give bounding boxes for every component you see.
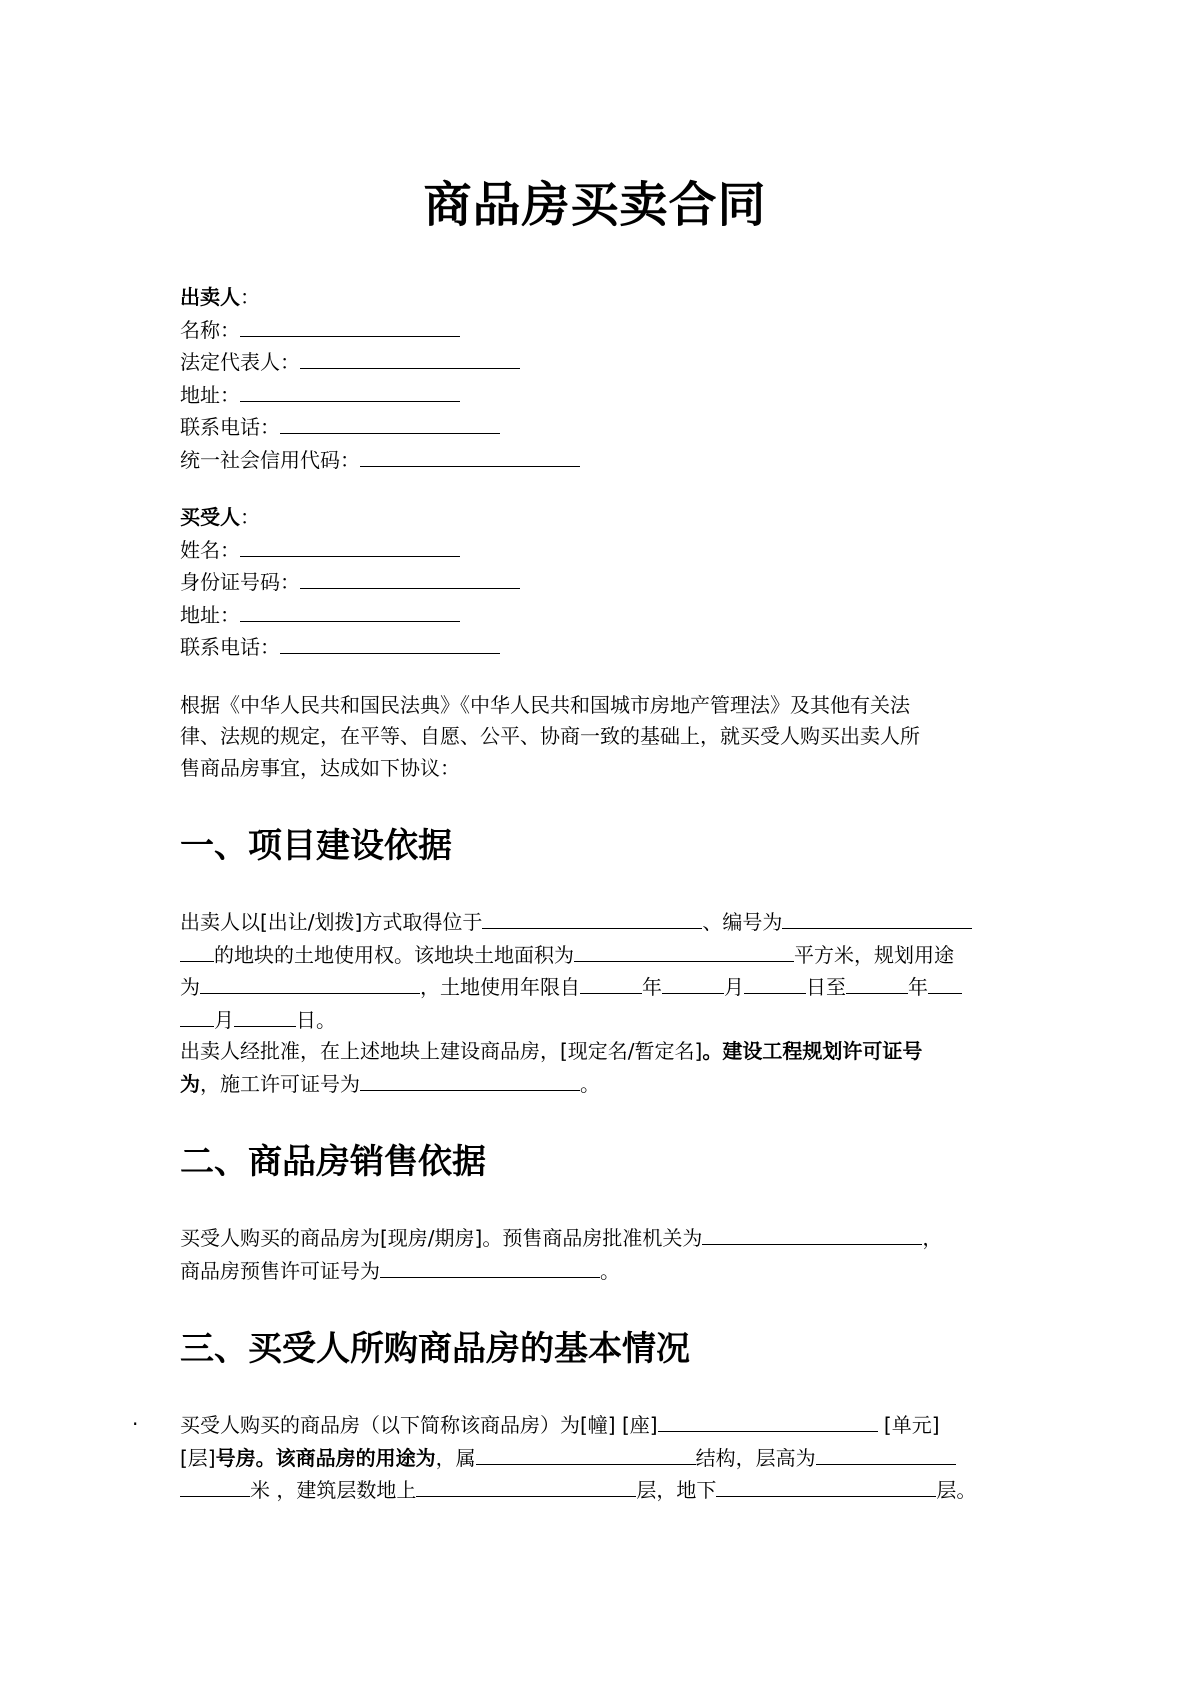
building-blank[interactable]	[658, 1409, 878, 1432]
text-span: 平方米，规划用途	[794, 942, 954, 967]
text-span: 买受人购买的商品房（以下简称该商品房）为[幢] [座]	[180, 1413, 658, 1437]
text-span: 月	[214, 1007, 234, 1032]
buyer-heading-line	[180, 502, 1010, 534]
buyer-address-blank[interactable]	[240, 599, 460, 622]
section-1-line-5	[180, 1036, 1010, 1068]
text-span: ，施工许可证号为	[200, 1071, 360, 1096]
text-span: 为	[180, 975, 200, 999]
section-3-line-2	[180, 1442, 1010, 1475]
seller-legal-rep-line	[180, 346, 1010, 379]
text-span: 。	[580, 1071, 600, 1096]
section-1-line-2	[180, 939, 1010, 972]
buyer-name-blank[interactable]	[240, 534, 460, 557]
buyer-id-label: 身份证号码：	[180, 570, 300, 594]
section-1-heading: 一、项目建设依据	[180, 826, 452, 866]
buyer-colon: ：	[240, 505, 260, 529]
text-span: ，	[922, 1226, 943, 1250]
seller-legal-rep-blank[interactable]	[300, 346, 520, 369]
end-day-blank[interactable]	[234, 1004, 296, 1027]
buyer-block	[180, 502, 1010, 664]
text-span: 年	[908, 975, 928, 999]
bold-text: 。建设工程规划许可证号	[702, 1039, 923, 1063]
buyer-id-line	[180, 566, 1010, 599]
seller-address-label: 地址：	[180, 382, 240, 407]
seller-address-line	[180, 379, 1010, 412]
end-month-blank-cont[interactable]	[180, 1004, 214, 1027]
text-span: 商品房预售许可证号为	[180, 1258, 380, 1283]
seller-phone-blank[interactable]	[280, 411, 500, 434]
section-2-body	[180, 1222, 1010, 1287]
text-span: 月	[724, 975, 744, 999]
section-3-heading: 三、买受人所购商品房的基本情况	[180, 1329, 690, 1369]
section-2-line-1	[180, 1222, 1010, 1255]
text-span: 米 ，建筑层数地上	[250, 1478, 417, 1502]
parcel-number-blank-cont[interactable]	[180, 939, 214, 962]
text-span: 买受人购买的商品房为[现房/期房]。预售商品房批准机关为	[180, 1226, 703, 1250]
seller-colon: ：	[240, 285, 260, 309]
floor-height-blank-cont[interactable]	[180, 1474, 250, 1497]
seller-heading-line	[180, 282, 1010, 314]
text-span: ，土地使用年限自	[420, 975, 580, 999]
presale-authority-blank[interactable]	[702, 1222, 922, 1245]
floor-height-blank[interactable]	[816, 1442, 956, 1465]
bold-text: 号房。该商品房的用途为	[215, 1445, 436, 1470]
text-span: [单元]	[877, 1413, 940, 1437]
text-span: 。	[600, 1258, 620, 1283]
parcel-number-blank[interactable]	[782, 906, 972, 929]
buyer-phone-label: 联系电话：	[180, 635, 280, 659]
text-span: 出卖人以[出让/划拨]方式取得位于	[180, 910, 483, 934]
text-span: 、编号为	[702, 910, 783, 934]
text-span: 层，地下	[636, 1478, 717, 1502]
end-month-blank[interactable]	[928, 971, 962, 994]
preamble-line-2: 律、法规的规定，在平等、自愿、公平、协商一致的基础上，就买受人购买出卖人所	[180, 724, 920, 748]
buyer-id-blank[interactable]	[300, 566, 520, 589]
end-year-blank[interactable]	[846, 971, 908, 994]
seller-phone-line	[180, 411, 1010, 444]
seller-credit-code-blank[interactable]	[360, 444, 580, 467]
seller-heading: 出卖人	[180, 285, 240, 309]
seller-block	[180, 282, 1010, 476]
seller-legal-rep-label: 法定代表人：	[180, 350, 300, 374]
land-location-blank[interactable]	[482, 906, 702, 929]
section-1-line-4	[180, 1004, 1010, 1037]
seller-name-blank[interactable]	[240, 314, 460, 337]
bold-text: 为	[180, 1071, 200, 1096]
preamble-line-1: 根据《中华人民共和国民法典》《中华人民共和国城市房地产管理法》及其他有关法	[180, 692, 910, 717]
text-span: ，属	[435, 1445, 476, 1470]
section-1-line-1	[180, 906, 1010, 939]
land-area-blank[interactable]	[574, 939, 794, 962]
text-span: 出卖人经批准，在上述地块上建设商品房，[现定名/暂定名]	[180, 1039, 703, 1063]
structure-blank[interactable]	[476, 1442, 696, 1465]
text-span: 的地块的土地使用权。该地块土地面积为	[214, 942, 574, 967]
section-2-heading: 二、商品房销售依据	[180, 1142, 486, 1182]
seller-address-blank[interactable]	[240, 379, 460, 402]
buyer-phone-blank[interactable]	[280, 631, 500, 654]
section-3-line-1	[132, 1409, 1010, 1442]
buyer-address-label: 地址：	[180, 602, 240, 627]
construction-permit-blank[interactable]	[360, 1068, 580, 1091]
start-month-blank[interactable]	[662, 971, 724, 994]
text-span: 日至	[806, 975, 846, 999]
buyer-name-line	[180, 534, 1010, 567]
preamble-line-3: 售商品房事宜，达成如下协议：	[180, 755, 460, 780]
start-year-blank[interactable]	[580, 971, 642, 994]
text-span: 年	[642, 975, 662, 999]
text-span: 日。	[296, 1007, 336, 1032]
document-body	[132, 282, 1010, 1507]
section-3-line-3	[180, 1474, 1010, 1507]
section-1-line-3	[180, 971, 1010, 1004]
section-1-line-6	[180, 1068, 1010, 1101]
seller-name-label: 名称：	[180, 317, 240, 342]
text-span: 层。	[936, 1478, 977, 1502]
buyer-phone-line	[180, 631, 1010, 664]
text-span: 结构，层高为	[695, 1445, 816, 1470]
start-day-blank[interactable]	[744, 971, 806, 994]
spacer	[180, 664, 1010, 690]
seller-credit-code-label: 统一社会信用代码：	[180, 447, 360, 472]
section-2-line-2	[180, 1255, 1010, 1288]
seller-phone-label: 联系电话：	[180, 415, 280, 439]
document-title: 商品房买卖合同	[423, 177, 767, 233]
buyer-heading: 买受人	[180, 505, 240, 529]
buyer-address-line	[180, 599, 1010, 632]
preamble	[180, 690, 1010, 785]
bullet-point: ·	[132, 1412, 139, 1436]
seller-name-line	[180, 314, 1010, 347]
section-3-body	[132, 1409, 1010, 1507]
floors-below-blank[interactable]	[716, 1474, 936, 1497]
section-1-body	[180, 906, 1010, 1100]
presale-permit-blank[interactable]	[380, 1255, 600, 1278]
spacer	[180, 476, 1010, 502]
buyer-name-label: 姓名：	[180, 537, 240, 562]
text-span: [层]	[180, 1445, 216, 1470]
planned-use-blank[interactable]	[200, 971, 420, 994]
seller-credit-code-line	[180, 444, 1010, 477]
floors-above-blank[interactable]	[416, 1474, 636, 1497]
